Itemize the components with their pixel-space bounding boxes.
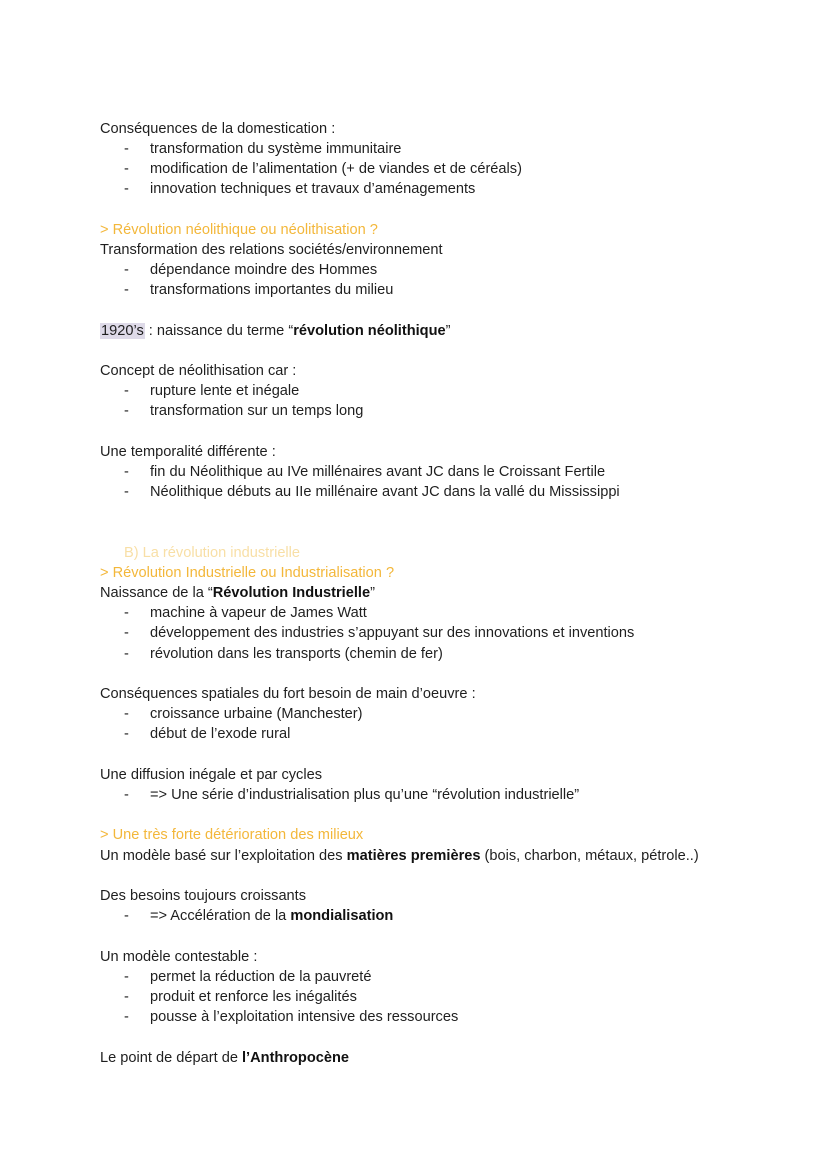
list-item: - dépendance moindre des Hommes (124, 262, 378, 278)
spatial-heading: Conséquences spatiales du fort besoin de main d’oeuvre : (100, 686, 476, 702)
neolithic-date-line: 1920’s : naissance du terme “révolution néolithique” (101, 323, 451, 339)
industrial-birth-line: Naissance de la “Révolution Industrielle” (100, 585, 375, 601)
needs-heading: Des besoins toujours croissants (100, 888, 307, 904)
list-item: - début de l’exode rural (124, 726, 291, 742)
list-item: - révolution dans les transports (chemin de fer) (124, 646, 443, 662)
list-item: - Néolithique débuts au IIe millénaire avant JC dans la vallé du Mississippi (124, 484, 620, 500)
model-line: Un modèle basé sur l’exploitation des matières premières (bois, charbon, métaux, pétrole..) (100, 848, 699, 864)
neolithic-question: > Révolution néolithique ou néolithisation ? (100, 222, 378, 238)
domestication-heading: Conséquences de la domestication : (100, 121, 336, 137)
list-item: - produit et renforce les inégalités (124, 989, 357, 1005)
concept-heading: Concept de néolithisation car : (100, 363, 297, 379)
list-item: - fin du Néolithique au IVe millénaires avant JC dans le Croissant Fertile (124, 464, 606, 480)
start-line: Le point de départ de l’Anthropocène (100, 1050, 350, 1066)
list-item: - machine à vapeur de James Watt (124, 605, 367, 621)
list-item: - => Une série d’industrialisation plus qu’une “révolution industrielle” (124, 787, 580, 803)
contest-heading: Un modèle contestable : (100, 949, 258, 965)
highlighted-date: 1920’s (101, 323, 144, 339)
section-title: B) La révolution industrielle (124, 545, 301, 561)
temporal-heading: Une temporalité différente : (100, 444, 276, 460)
degradation-question: > Une très forte détérioration des milieux (100, 827, 364, 843)
list-item: - transformations importantes du milieu (124, 282, 394, 298)
list-item: - pousse à l’exploitation intensive des ressources (124, 1009, 459, 1025)
list-item: - innovation techniques et travaux d’aménagements (124, 181, 476, 197)
diffusion-heading: Une diffusion inégale et par cycles (100, 767, 323, 783)
list-item: - modification de l’alimentation (+ de viandes et de céréals) (124, 161, 522, 177)
list-item: - croissance urbaine (Manchester) (124, 706, 363, 722)
industrial-question: > Révolution Industrielle ou Industrialisation ? (100, 565, 395, 581)
list-item: - développement des industries s’appuyant sur des innovations et inventions (124, 625, 635, 641)
neolithic-heading: Transformation des relations sociétés/environnement (100, 242, 443, 258)
list-item: - rupture lente et inégale (124, 383, 300, 399)
list-item: - transformation sur un temps long (124, 403, 364, 419)
list-item: - transformation du système immunitaire (124, 141, 402, 157)
list-item: - => Accélération de la mondialisation (124, 908, 394, 924)
list-item: - permet la réduction de la pauvreté (124, 969, 372, 985)
